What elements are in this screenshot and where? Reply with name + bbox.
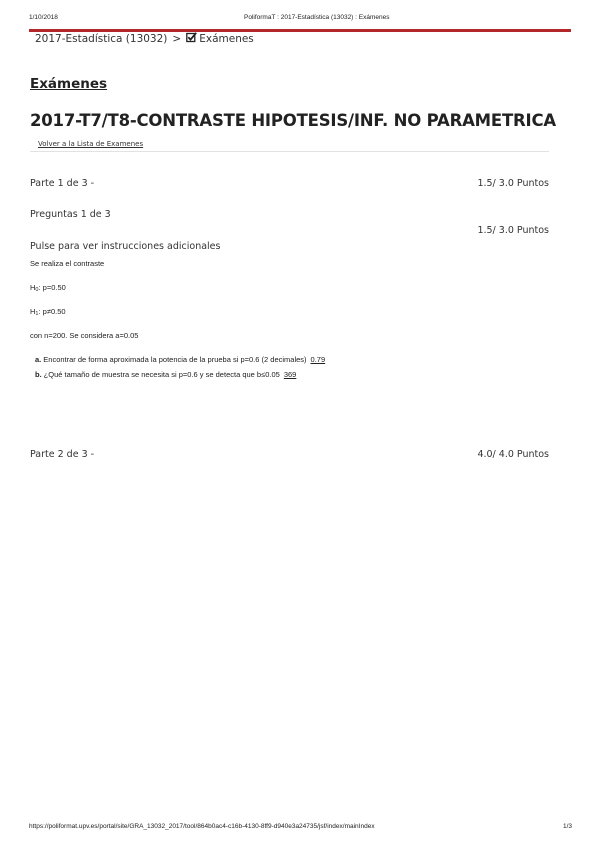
alternative-hypothesis: $H_1$: p≠0.50 <box>30 307 66 317</box>
print-page-number: 1/3 <box>562 823 572 830</box>
print-date: 1/10/2018 <box>29 14 58 21</box>
part1-label: Parte 1 de 3 - <box>30 178 95 189</box>
question-intro: Se realiza el contraste <box>30 259 105 268</box>
question1-label: Preguntas 1 de 3 <box>30 209 111 220</box>
item-letter: a. <box>35 355 42 364</box>
back-to-exams-link[interactable]: Volver a la Lista de Examenes <box>38 140 144 148</box>
item-letter: b. <box>35 370 42 379</box>
instructions-link[interactable]: Pulse para ver instrucciones adicionales <box>30 241 221 252</box>
question1-points: 1.5/ 3.0 Puntos <box>477 225 549 236</box>
breadcrumb-separator: > <box>172 33 182 45</box>
checkbox-checked-icon <box>186 32 197 46</box>
print-page-title: PoliformaT : 2017-Estadística (13032) : Exámenes <box>244 14 390 21</box>
part2-label: Parte 2 de 3 - <box>30 449 95 460</box>
part2-points: 4.0/ 4.0 Puntos <box>477 449 549 460</box>
exam-title: 2017-T7/T8-CONTRASTE HIPOTESIS/INF. NO PARAMETRICA <box>30 111 556 130</box>
null-hypothesis: $H_0$: p=0.50 <box>30 283 66 293</box>
item-text: ¿Qué tamaño de muestra se necesita si p=0.6 y se detecta que b≤0.05 <box>43 370 280 379</box>
answer-value: 0.79 <box>310 355 326 364</box>
breadcrumb <box>35 32 254 46</box>
print-footer-url: https://poliformat.upv.es/portal/site/GRA_13032_2017/tool/864b0ac4-c16b-4130-8ff9-d940e3a24735/jsf/index/mainIndex <box>29 823 375 830</box>
breadcrumb-current: Exámenes <box>199 33 254 45</box>
divider <box>30 151 549 152</box>
breadcrumb-course-link[interactable]: 2017-Estadística (13032) <box>35 33 168 45</box>
list-item <box>35 355 325 364</box>
question-conditions: con n=200. Se considera a=0.05 <box>30 331 139 340</box>
answer-value: 369 <box>283 370 297 379</box>
item-text: Encontrar de forma aproximada la potencia de la prueba si p=0.6 (2 decimales) <box>43 355 307 364</box>
part1-points: 1.5/ 3.0 Puntos <box>477 178 549 189</box>
section-title: Exámenes <box>30 76 108 92</box>
list-item <box>35 370 296 379</box>
